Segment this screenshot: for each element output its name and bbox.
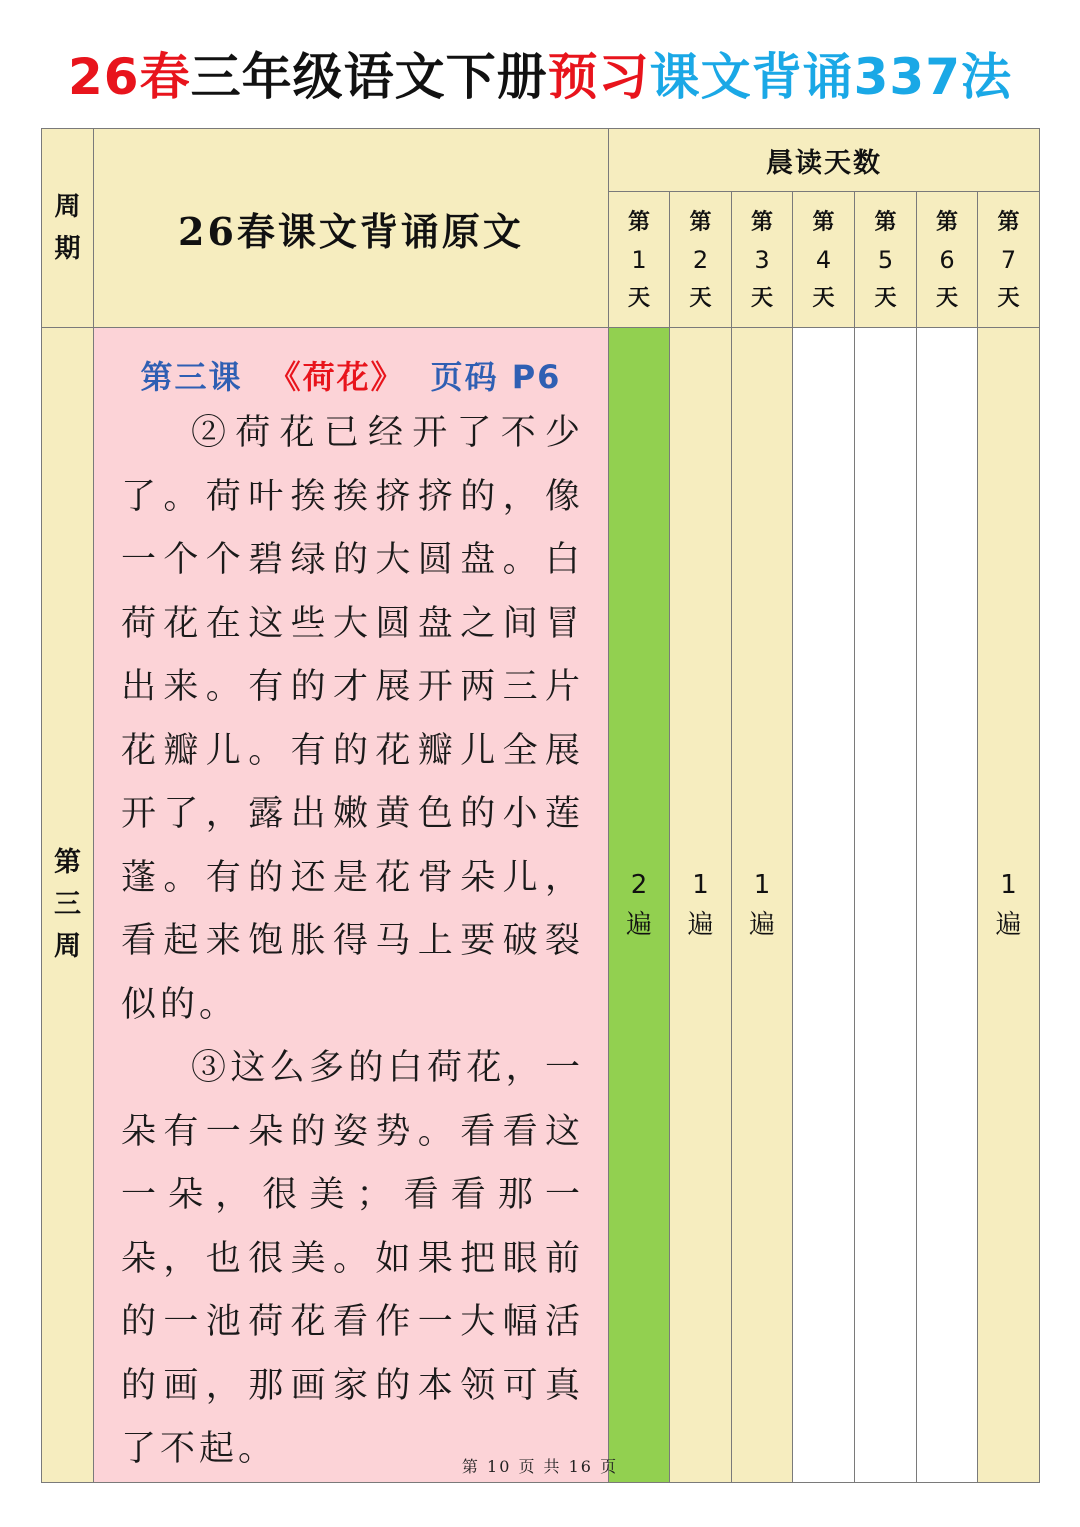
- week-header: [42, 186, 93, 270]
- day-header-2: [670, 192, 732, 328]
- day-prefix: 第: [997, 208, 1020, 235]
- day-prefix: 第: [689, 208, 712, 235]
- reading-count-day-4: [793, 328, 855, 1483]
- paragraph: ②荷花已经开了不少了。荷叶挨挨挤挤的，像一个个碧绿的大圆盘。白荷花在这些大圆盘之间冒出来。有的才展开两三片花瓣儿。有的花瓣儿全展开了，露出嫩黄色的小莲蓬。有的还是花骨朵儿，看起来饱胀得马上要破裂似的。: [121, 413, 584, 1025]
- recitation-text: [94, 398, 608, 1482]
- lesson-number: 第三课: [140, 358, 243, 396]
- paragraph: ③这么多的白荷花，一朵有一朵的姿势。看看这一朵，很美；看看那一朵，也很美。如果把眼前的一池荷花看作一大幅活的画，那画家的本领可真了不起。: [121, 1048, 584, 1469]
- day-header-7: [978, 192, 1040, 328]
- text-header: 26春课文背诵原文: [178, 208, 524, 254]
- text-header-cell: [94, 129, 609, 328]
- day-prefix: 第: [935, 208, 958, 235]
- day-suffix: 天: [750, 284, 773, 311]
- day-prefix: 第: [812, 208, 835, 235]
- day-suffix: 天: [689, 284, 712, 311]
- lesson-name: 《荷花》: [268, 358, 405, 396]
- week-label-cell: [42, 328, 94, 1483]
- lesson-page: 页码 P6: [430, 358, 562, 396]
- week-header-char: 周: [54, 192, 81, 222]
- day-header-6: [917, 192, 978, 328]
- week-label-char: 第: [54, 846, 81, 878]
- week-row: [42, 328, 1040, 1483]
- count-unit: 遍: [748, 909, 775, 940]
- count-unit: 遍: [687, 909, 714, 940]
- count-unit: 遍: [995, 909, 1022, 940]
- count-unit: 遍: [625, 909, 652, 940]
- day-number: 6: [939, 245, 955, 274]
- reading-count-day-2: [670, 328, 732, 1483]
- day-header-3: [732, 192, 793, 328]
- day-header-4: [793, 192, 855, 328]
- recitation-table: [41, 128, 1040, 1483]
- title-preview: 预习: [547, 48, 650, 106]
- day-number: 5: [877, 245, 894, 274]
- title-method: 课文背诵337法: [649, 48, 1012, 106]
- title-year: 26春: [68, 48, 191, 106]
- day-number: 4: [815, 245, 832, 274]
- count-number: 1: [692, 869, 709, 900]
- week-label: [42, 842, 93, 968]
- day-suffix: 天: [997, 284, 1020, 311]
- title-grade: 三年级语文下册: [190, 48, 548, 106]
- count-number: 1: [1000, 869, 1017, 900]
- count-number: 1: [753, 869, 771, 900]
- page-title: [0, 38, 1080, 116]
- count-number: 2: [630, 869, 648, 900]
- day-number: 2: [692, 245, 709, 274]
- group-header-cell: [609, 129, 1040, 192]
- day-suffix: 天: [627, 284, 650, 311]
- week-label-char: 三: [54, 888, 81, 920]
- lesson-heading: [94, 328, 608, 398]
- day-suffix: 天: [812, 284, 835, 311]
- reading-count-day-7: [978, 328, 1040, 1483]
- week-header-char: 期: [54, 234, 81, 264]
- day-number: 3: [754, 245, 770, 274]
- day-prefix: 第: [750, 208, 773, 235]
- reading-count-day-5: [855, 328, 917, 1483]
- day-header-5: [855, 192, 917, 328]
- day-suffix: 天: [935, 284, 958, 311]
- reading-count-day-6: [917, 328, 978, 1483]
- morning-reading-days-header: 晨读天数: [766, 147, 883, 179]
- day-prefix: 第: [874, 208, 897, 235]
- page-footer: 第 10 页 共 16 页: [461, 1457, 619, 1476]
- reading-count-day-1: [609, 328, 670, 1483]
- day-number: 1: [631, 245, 647, 274]
- reading-count-day-3: [732, 328, 793, 1483]
- week-header-cell: [42, 129, 94, 328]
- day-suffix: 天: [874, 284, 897, 311]
- week-label-char: 周: [54, 930, 81, 962]
- day-number: 7: [1000, 245, 1017, 274]
- day-prefix: 第: [627, 208, 650, 235]
- text-cell: [94, 328, 609, 1483]
- day-header-1: [609, 192, 670, 328]
